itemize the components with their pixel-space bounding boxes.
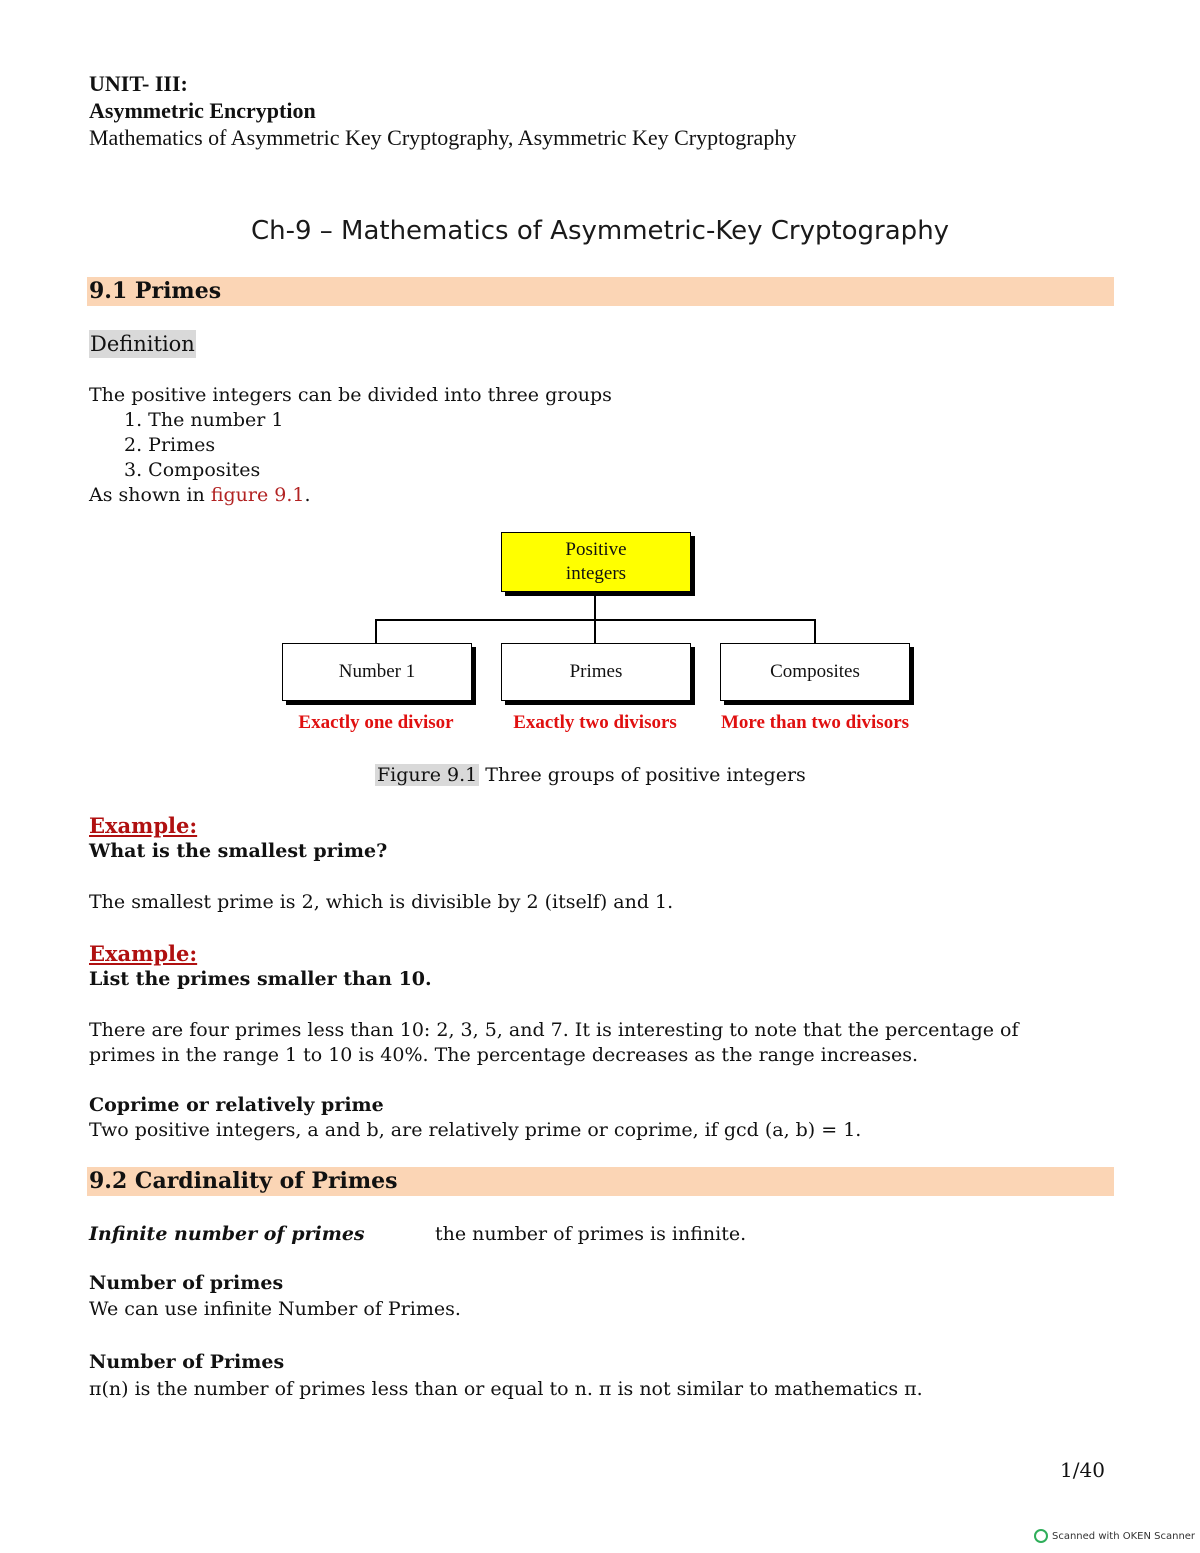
connector-left [375, 619, 377, 643]
example-question: What is the smallest prime? [89, 840, 388, 862]
node-label: Composites [770, 661, 860, 682]
scanner-watermark [1034, 1529, 1195, 1543]
list-item: 3. Composites [124, 459, 261, 481]
list-item: 1. The number 1 [124, 409, 284, 431]
node-label: Number 1 [338, 661, 416, 682]
scanner-logo-icon [1034, 1529, 1048, 1543]
page-number: 1/40 [1060, 1458, 1105, 1482]
node-primes [501, 643, 691, 701]
example-answer-line: There are four primes less than 10: 2, 3, 5, and 7. It is interesting to note that the percentage of [89, 1019, 1019, 1041]
example-answer: The smallest prime is 2, which is divisible by 2 (itself) and 1. [89, 891, 674, 913]
coprime-text: Two positive integers, a and b, are relatively prime or coprime, if gcd (a, b) = 1. [89, 1119, 862, 1141]
divisor-label-more: More than two divisors [720, 712, 910, 733]
figure-caption-text: Three groups of positive integers [479, 764, 806, 786]
groups-intro: The positive integers can be divided into three groups [89, 384, 612, 406]
number-of-primes-heading-2: Number of Primes [89, 1351, 285, 1373]
root-node-line: Positive [565, 539, 627, 560]
unit-subtopics: Mathematics of Asymmetric Key Cryptography, Asymmetric Key Cryptography [89, 125, 797, 150]
example-label: Example: [89, 941, 198, 966]
section-bar-9-1 [87, 277, 1114, 306]
figure-ref-suffix: . [304, 484, 311, 506]
divisor-label-two: Exactly two divisors [513, 712, 677, 733]
root-node-positive-integers [501, 532, 691, 592]
scanner-text: Scanned with OKEN Scanner [1052, 1530, 1196, 1542]
number-of-primes-text: We can use infinite Number of Primes. [89, 1298, 461, 1320]
coprime-heading: Coprime or relatively prime [89, 1094, 384, 1116]
example-label: Example: [89, 813, 198, 838]
figure-reference [89, 483, 311, 508]
chapter-title: Ch-9 – Mathematics of Asymmetric-Key Cryptography [250, 216, 950, 246]
section-title-9-1: 9.1 Primes [89, 278, 222, 304]
definition-label: Definition [90, 332, 195, 356]
list-item: 2. Primes [124, 434, 216, 456]
node-composites [720, 643, 910, 701]
prime-counting-text: π(n) is the number of primes less than or equal to n. π is not similar to mathematics π. [89, 1378, 923, 1400]
infinite-primes-text: the number of primes is infinite. [435, 1223, 747, 1245]
figure-caption [375, 762, 806, 788]
connector-middle [594, 619, 596, 643]
unit-heading: UNIT- III: [89, 71, 188, 96]
figure-ref-prefix: As shown in [89, 484, 211, 506]
infinite-primes-label: Infinite number of primes [89, 1223, 365, 1245]
root-node-line: integers [565, 563, 627, 584]
connector-right [814, 619, 816, 643]
divisor-label-one: Exactly one divisor [298, 712, 454, 733]
example-question: List the primes smaller than 10. [89, 968, 432, 990]
figure-link[interactable]: figure 9.1 [210, 484, 305, 506]
number-of-primes-heading: Number of primes [89, 1272, 284, 1294]
figure-caption-number: Figure 9.1 [377, 764, 478, 786]
connector-vertical [594, 594, 596, 620]
section-title-9-2: 9.2 Cardinality of Primes [89, 1168, 398, 1194]
node-label: Primes [569, 661, 623, 682]
node-number-1 [282, 643, 472, 701]
example-answer-line: primes in the range 1 to 10 is 40%. The percentage decreases as the range increases. [89, 1044, 919, 1066]
unit-topic: Asymmetric Encryption [89, 98, 316, 123]
